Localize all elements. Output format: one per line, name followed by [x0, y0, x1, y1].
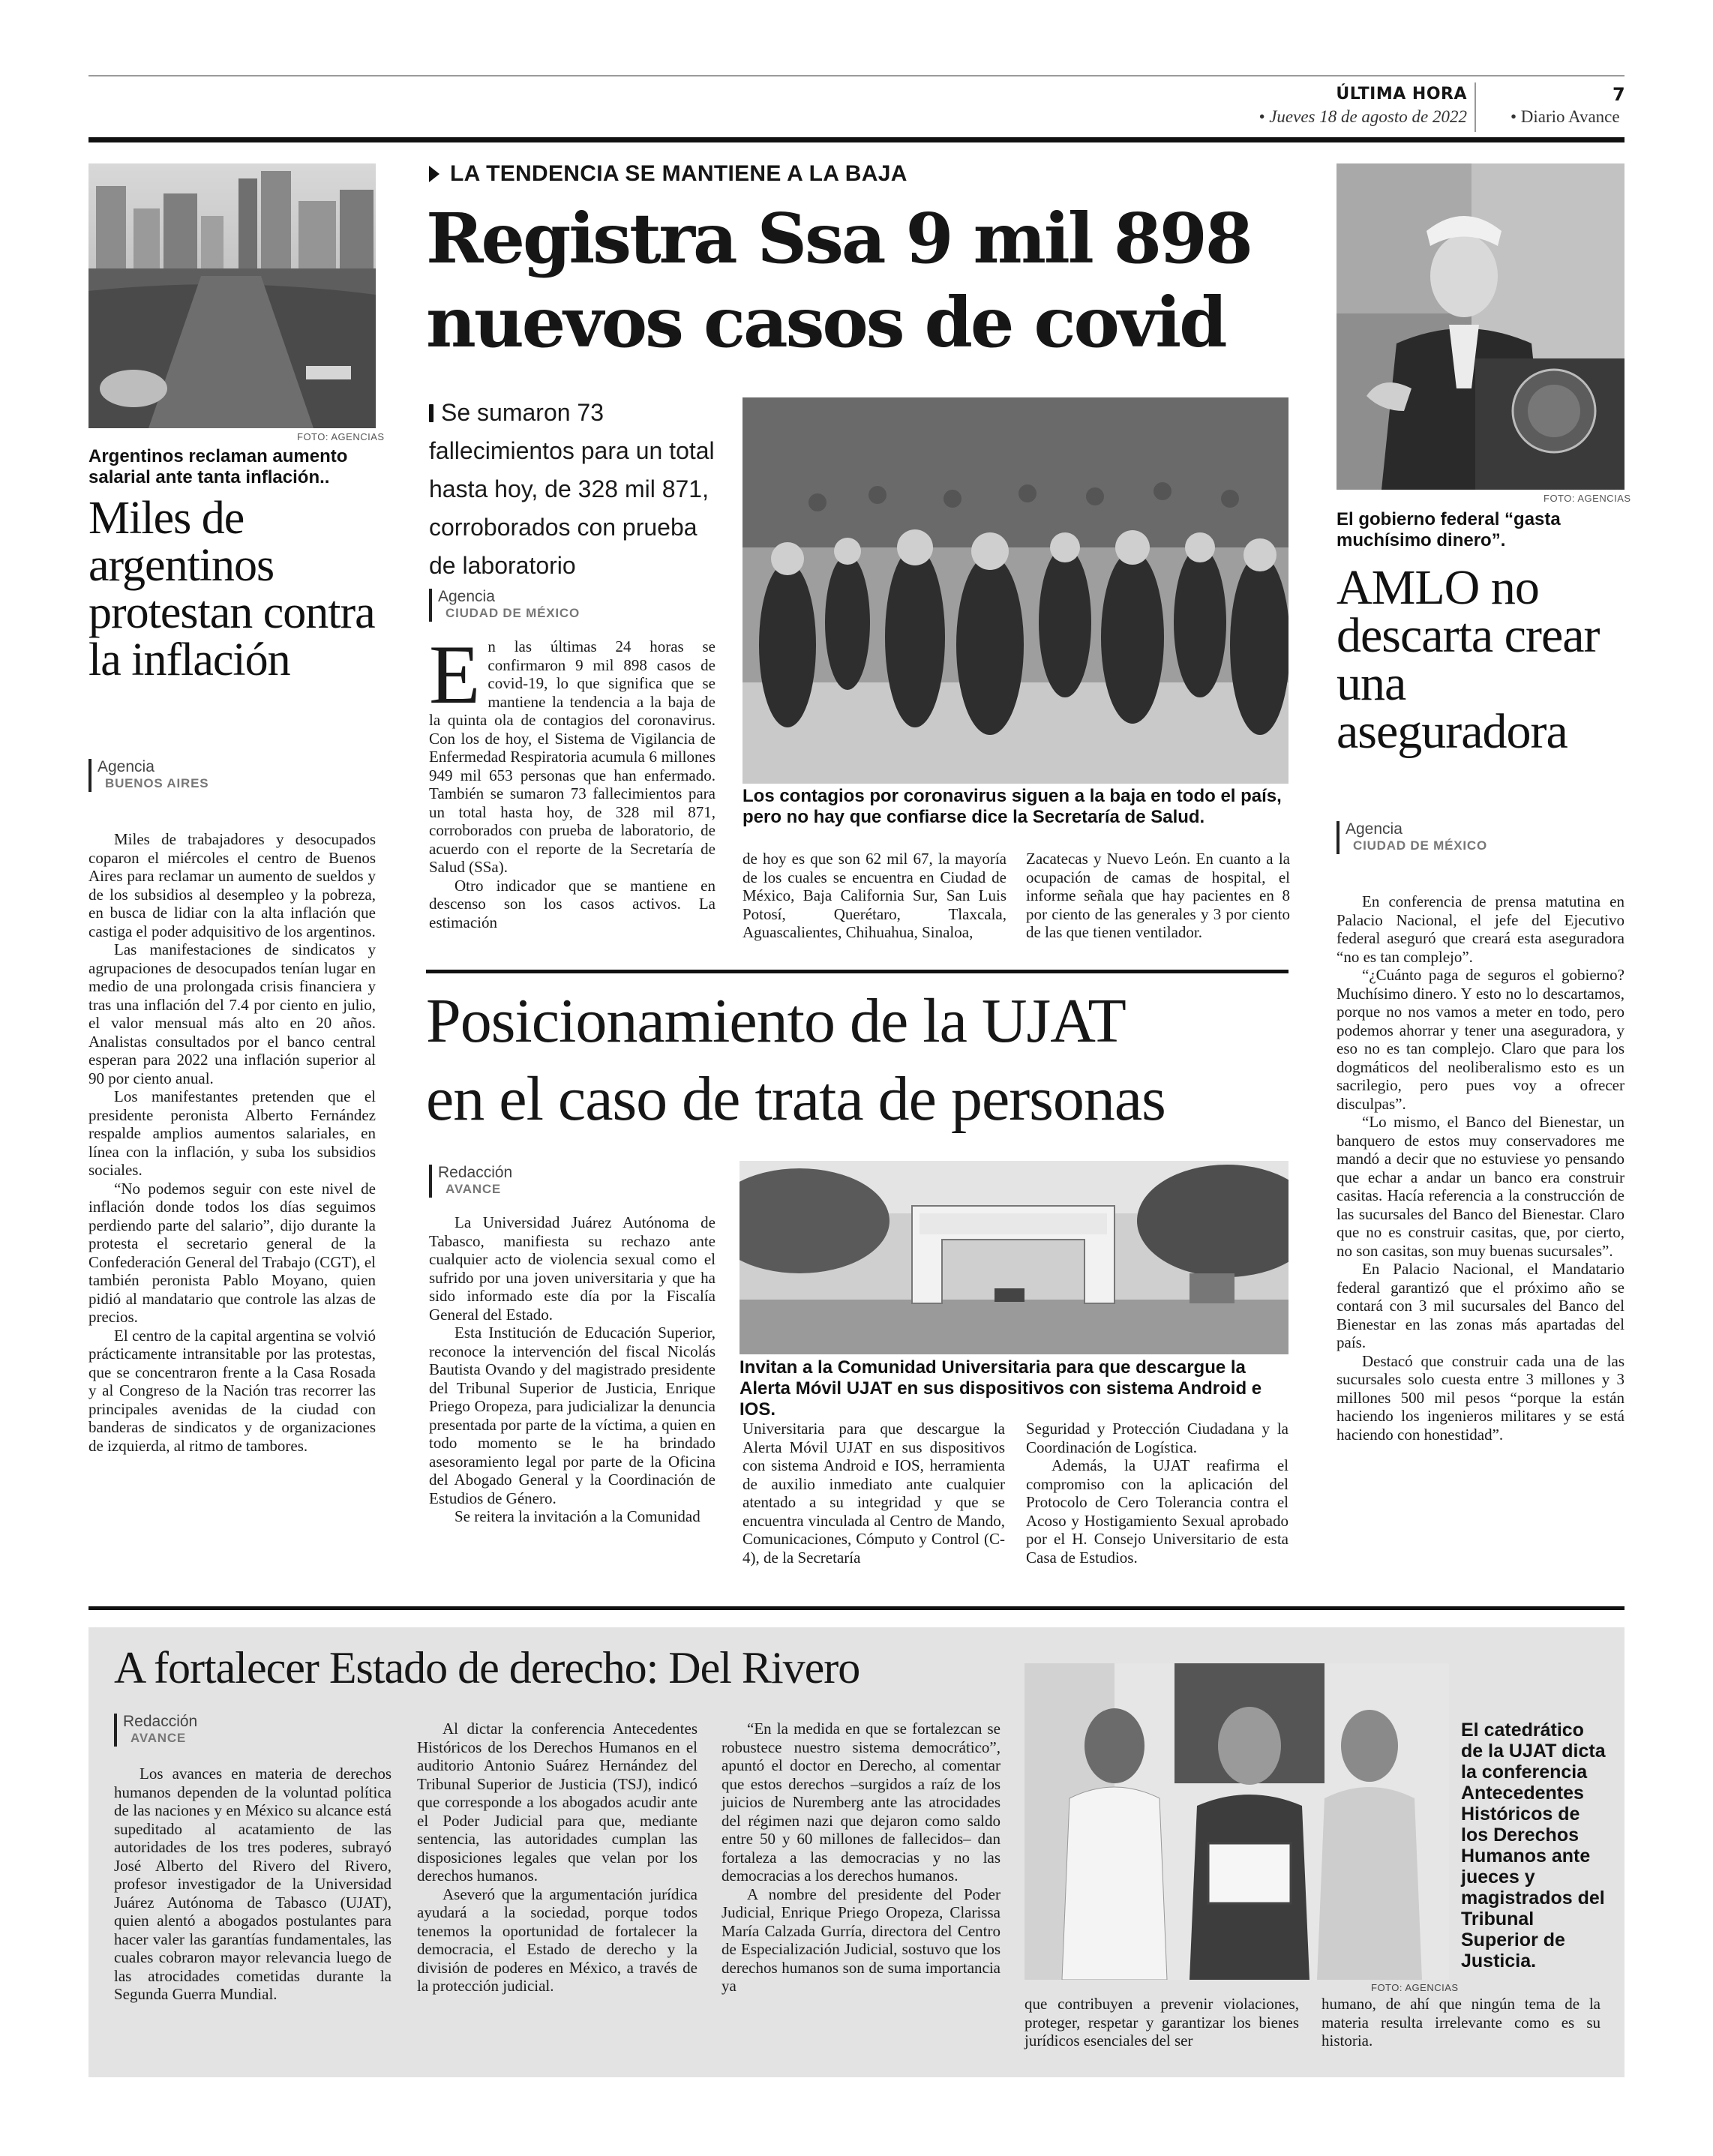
- covid-headline-line1: Registra Ssa 9 mil 898: [426, 198, 1251, 279]
- covid-byline: [429, 589, 580, 622]
- header-thick-rule: [88, 137, 1624, 142]
- covid-ujat-divider: [426, 970, 1288, 973]
- covid-crowd-photo: [742, 397, 1288, 784]
- argentina-paragraph: “No podemos seguir con este nivel de inflación donde todos los días seguimos perdiendo parte del salario”, dijo durante la protesta el secretario general de la Confederación General del Trabajo (CGT), el también peronista Pablo Moyano, quien pidió al mandatario que controle las alzas de precios.: [88, 1179, 376, 1326]
- amlo-byline-place: CIUDAD DE MÉXICO: [1353, 838, 1488, 853]
- covid-kicker: [429, 161, 908, 187]
- ujat-paragraph: Se reitera la invitación a la Comunidad: [454, 1507, 700, 1525]
- ujat-byline: [429, 1165, 512, 1198]
- bottom-section-rule: [88, 1606, 1624, 1610]
- amlo-paragraph: “¿Cuánto paga de seguros el gobierno? Muchísimo dinero. Y esto no lo descartamos, porque no nos vamos a meter en todo, pero podemos ahorrar y tener una aseguradora, y eso no es tan complejo. Claro que para los dogmáticos del neoliberalismo esto es un sacrilegio, pero pues voy a ofrecer disculpas”.: [1336, 966, 1624, 1113]
- ujat-byline-place: AVANCE: [446, 1182, 502, 1196]
- kicker-arrow-icon: [429, 166, 440, 182]
- ujat-headline-line1: Posicionamiento de la UJAT: [426, 986, 1126, 1056]
- argentina-photo-caption: Argentinos reclaman aumento salarial ante tanta inflación..: [88, 446, 348, 487]
- covid-column-3: [1026, 850, 1290, 942]
- ujat-paragraph: Esta Institución de Educación Superior, reconoce la intervención del fiscal Nicolás Bautista Ovando y del magistrado presidente del Tribunal Superior de Justicia, Enrique Priego Oropeza, para judicializar la denuncia presentada por parte de la víctima, a quien en todo momento se le ha brindado asesoramiento legal por parte de la Oficina del Abogado General y la Coordinación de Estudios de Género.: [429, 1324, 716, 1507]
- ujat-paragraph: Seguridad y Protección Ciudadana y la Coordinación de Logística.: [1026, 1420, 1288, 1456]
- ujat-column-1: [429, 1213, 716, 1526]
- rivero-paragraph: Aseveró que la argumentación jurídica ayudará a la sociedad, porque todos tenemos la oportunidad de fortalecer la democracia, el Estado de derecho y la división de poderes en México, a través de la protección judicial.: [417, 1885, 698, 1995]
- argentina-paragraph: Miles de trabajadores y desocupados coparon el miércoles el centro de Buenos Aires para reclamar un aumento de sueldos y de los subsidios al desempleo y la pobreza, en busca de lidiar con la alta inflación que castiga el poder adquisitivo de los argentinos.: [88, 830, 376, 940]
- argentina-byline-source: Agencia: [98, 758, 154, 775]
- amlo-headline: AMLO no descarta crear una aseguradora: [1336, 560, 1600, 759]
- covid-byline-source: Agencia: [438, 588, 495, 605]
- argentina-protest-photo: [88, 163, 376, 428]
- header-top-rule: [88, 75, 1624, 76]
- amlo-press-conference-photo: [1336, 163, 1624, 490]
- argentina-paragraph: El centro de la capital argentina se volvió prácticamente intransitable por las protestas, que se concentraron frente a la Casa Rosada y al Congreso de la Nación tras recorrer las principales avenidas de la ciudad con banderas de sindicatos y de organizaciones de izquierda, al ritmo de tambores.: [88, 1326, 376, 1455]
- amlo-photo-caption: El gobierno federal “gasta muchísimo dinero”.: [1336, 509, 1561, 550]
- argentina-paragraph: Los manifestantes pretenden que el presidente peronista Alberto Fernández respalde amplios aumentos salariales, en línea con la inflación, y suba los subsidios sociales.: [88, 1087, 376, 1179]
- amlo-byline-source: Agencia: [1346, 820, 1402, 838]
- covid-dropcap: E: [429, 628, 481, 721]
- newspaper-name: • Diario Avance: [1510, 107, 1620, 126]
- ujat-headline-line2: en el caso de trata de personas: [426, 1064, 1166, 1134]
- argentina-byline: [88, 759, 208, 792]
- amlo-paragraph: En conferencia de prensa matutina en Palacio Nacional, el jefe del Ejecutivo federal aseguró que creará esta aseguradora “no es tan complejo”.: [1336, 892, 1624, 966]
- covid-photo-caption: Los contagios por coronavirus siguen a la baja en todo el país, pero no hay que confiarse dice la Secretaría de Salud.: [742, 786, 1282, 827]
- rivero-column-1: [114, 1765, 392, 2004]
- rivero-paragraph: Los avances en materia de derechos humanos dependen de la voluntad política de las naciones y en México su alcance está supeditado al acatamiento de las autoridades de los tres poderes, subrayó José Alberto del Rivero del Rivero, profesor investigador de la Universidad Juárez Autónoma de Tabasco (UJAT), quien alentó a abogados postulantes para hacer valer las garantías fundamentales, las cuales cobraron mayor relevancia luego de las atrocidades cometidas durante la Segunda Guerra Mundial.: [114, 1765, 392, 2003]
- rivero-paragraph: que contribuyen a prevenir violaciones, proteger, respetar y garantizar los bienes jurídicos esenciales del ser: [1024, 1995, 1299, 2050]
- rivero-column-3: [722, 1720, 1000, 1996]
- amlo-byline: [1336, 821, 1487, 854]
- ujat-photo-caption: Invitan a la Comunidad Universitaria para que descargue la Alerta Móvil UJAT en sus dispositivos con sistema Android e IOS.: [740, 1357, 1262, 1420]
- ujat-paragraph: Además, la UJAT reafirma el compromiso con la aplicación del Protocolo de Cero Tolerancia contra el Acoso y Hostigamiento Sexual aprobado por el H. Consejo Universitario de esta Casa de Estudios.: [1026, 1456, 1288, 1567]
- rivero-paragraph: “En la medida en que se fortalezcan se robustece nuestro sistema democrático”, apuntó el doctor en Derecho, al comentar que estos derechos –surgidos a raíz de los juicios de Nuremberg ante las atrocidades del régimen nazi que dejaron como saldo entre 50 y 60 millones de fallecidos– dan fortaleza a las democracias y no las democracias a los derechos humanos.: [722, 1720, 1000, 1885]
- rivero-photo-credit: FOTO: AGENCIAS: [1371, 1982, 1459, 1993]
- issue-date: • Jueves 18 de agosto de 2022: [1258, 107, 1467, 126]
- rivero-headline: A fortalecer Estado de derecho: Del Rivero: [114, 1643, 860, 1693]
- rivero-column-2: [417, 1720, 698, 1996]
- ujat-campus-gate-photo: [740, 1161, 1288, 1354]
- ujat-headline: [426, 982, 1296, 1138]
- covid-deck-text: Se sumaron 73 fallecimientos para un total hasta hoy, de 328 mil 871, corroborados con prueba de laboratorio: [429, 399, 715, 579]
- argentina-headline: Miles de argentinos protestan contra la inflación: [88, 493, 375, 685]
- covid-column-1: [429, 628, 716, 931]
- section-label: ÚLTIMA HORA: [1336, 85, 1467, 103]
- covid-paragraph: n las últimas 24 horas se confirmaron 9 mil 898 casos de covid-19, lo que significa que se mantiene la tendencia a la baja de la quinta ola de contagios del coronavirus. Con los de hoy, el Sistema de Vigilancia de Enfermedad Respiratoria acumula 6 millones 949 mil 653 personas que han enfermado. También se sumaron 73 fallecimientos para un total hasta hoy, de 328 mil 871, corroborados con prueba de laboratorio, de acuerdo con el reporte de la Secretaría de Salud (SSa).: [429, 637, 716, 876]
- ujat-column-3: [1026, 1420, 1288, 1567]
- amlo-paragraph: “Lo mismo, el Banco del Bienestar, un banquero de estos muy conservadores me mandó a decir que no estuviese yo pensando que echar a andar un banco era construir casitas. Hacía referencia a la construcción de las sucursales del Banco del Bienestar. Claro que no es construir casitas, que, por cierto, no son casitas, son muy buenas sucursales”.: [1336, 1113, 1624, 1260]
- rivero-column-4: [1024, 1995, 1299, 2050]
- covid-paragraph: de hoy es que son 62 mil 67, la mayoría de los cuales se encuentra en Ciudad de México, Baja California Sur, San Luis Potosí, Querétaro, Tlaxcala, Aguascalientes, Chihuahua, Sinaloa,: [742, 850, 1006, 941]
- ujat-paragraph: La Universidad Juárez Autónoma de Tabasco, manifiesta su rechazo ante cualquier acto de violencia sexual como el sufrido por una joven universitaria y que ha sido informado este día por la Fiscalía General del Estado.: [429, 1213, 716, 1324]
- amlo-photo-credit: FOTO: AGENCIAS: [1544, 493, 1631, 504]
- page-number: 7: [1612, 84, 1625, 105]
- rivero-paragraph: A nombre del presidente del Poder Judicial, Enrique Priego Oropeza, Clarissa María Calzada Gurría, directora del Centro de Especialización Judicial, sostuvo que los derechos humanos son de suma importancia ya: [722, 1885, 1000, 1995]
- covid-column-2: [742, 850, 1006, 942]
- rivero-column-5: [1322, 1995, 1600, 2050]
- amlo-article-body: [1336, 892, 1624, 1444]
- covid-paragraph: Otro indicador que se mantiene en descenso son los casos activos. La estimación: [429, 876, 716, 931]
- ujat-byline-source: Redacción: [438, 1164, 513, 1181]
- argentina-article-body: [88, 830, 376, 1455]
- ujat-paragraph: Universitaria para que descargue la Alerta Móvil UJAT en sus dispositivos con sistema Android e IOS, herramienta de auxilio inmediato ante cualquier atentado a su integridad y que se encuentra vinculada al Centro de Mando, Comunicaciones, Cómputo y Control (C-4), de la Secretaría: [742, 1420, 1005, 1567]
- deck-marker-icon: [429, 404, 434, 422]
- amlo-paragraph: Destacó que construir cada una de las sucursales solo cuesta entre 3 millones y 3 millones 500 mil pesos “porque la están haciendo los ingenieros militares y se está haciendo con honestidad”.: [1336, 1351, 1624, 1444]
- amlo-paragraph: En Palacio Nacional, el Mandatario federal garantizó que el próximo año se contará con 3 mil sucursales del Banco del Bienestar en las zonas más apartadas del país.: [1336, 1260, 1624, 1351]
- rivero-photo-caption: El catedrático de la UJAT dicta la conferencia Antecedentes Históricos de los Derechos Humanos ante jueces y magistrados del Tribunal Superior de Justicia.: [1461, 1720, 1606, 1972]
- covid-headline-line2: nuevos casos de covid: [426, 282, 1226, 363]
- rivero-byline-source: Redacción: [123, 1713, 198, 1730]
- rivero-paragraph: Al dictar la conferencia Antecedentes Históricos de los Derechos Humanos en el auditorio Antonio Suárez Hernández del Tribunal Superior de Justicia (TSJ), indicó que corresponde a los abogados acudir ante el Poder Judicial para que, mediante sentencia, las autoridades cumplan las disposiciones legales que velan por los derechos humanos.: [417, 1720, 698, 1885]
- argentina-paragraph: Las manifestaciones de sindicatos y agrupaciones de desocupados tenían lugar en medio de una prolongada crisis financiera y tras una inflación del 7.4 por ciento en julio, el valor mensual más alto en 20 años. Analistas consultados por el banco central esperan para 2022 una inflación superior al 90 por ciento anual.: [88, 940, 376, 1087]
- rivero-award-photo: [1024, 1663, 1449, 1980]
- covid-headline: [426, 196, 1296, 364]
- argentina-byline-place: BUENOS AIRES: [105, 776, 209, 790]
- covid-kicker-text: LA TENDENCIA SE MANTIENE A LA BAJA: [450, 161, 908, 186]
- header-divider: [1474, 82, 1476, 132]
- rivero-paragraph: humano, de ahí que ningún tema de la materia resulta irrelevante como es su historia.: [1322, 1995, 1600, 2050]
- covid-paragraph: Zacatecas y Nuevo León. En cuanto a la ocupación de camas de hospital, el informe señala que hay pacientes en 8 por ciento de las generales y 3 por ciento de las que tienen ventilador.: [1026, 850, 1290, 941]
- covid-deck: [429, 394, 723, 585]
- argentina-photo-credit: FOTO: AGENCIAS: [297, 431, 385, 442]
- rivero-byline: [114, 1714, 197, 1747]
- rivero-byline-place: AVANCE: [130, 1731, 187, 1745]
- covid-byline-place: CIUDAD DE MÉXICO: [446, 606, 580, 620]
- ujat-column-2: [742, 1420, 1005, 1567]
